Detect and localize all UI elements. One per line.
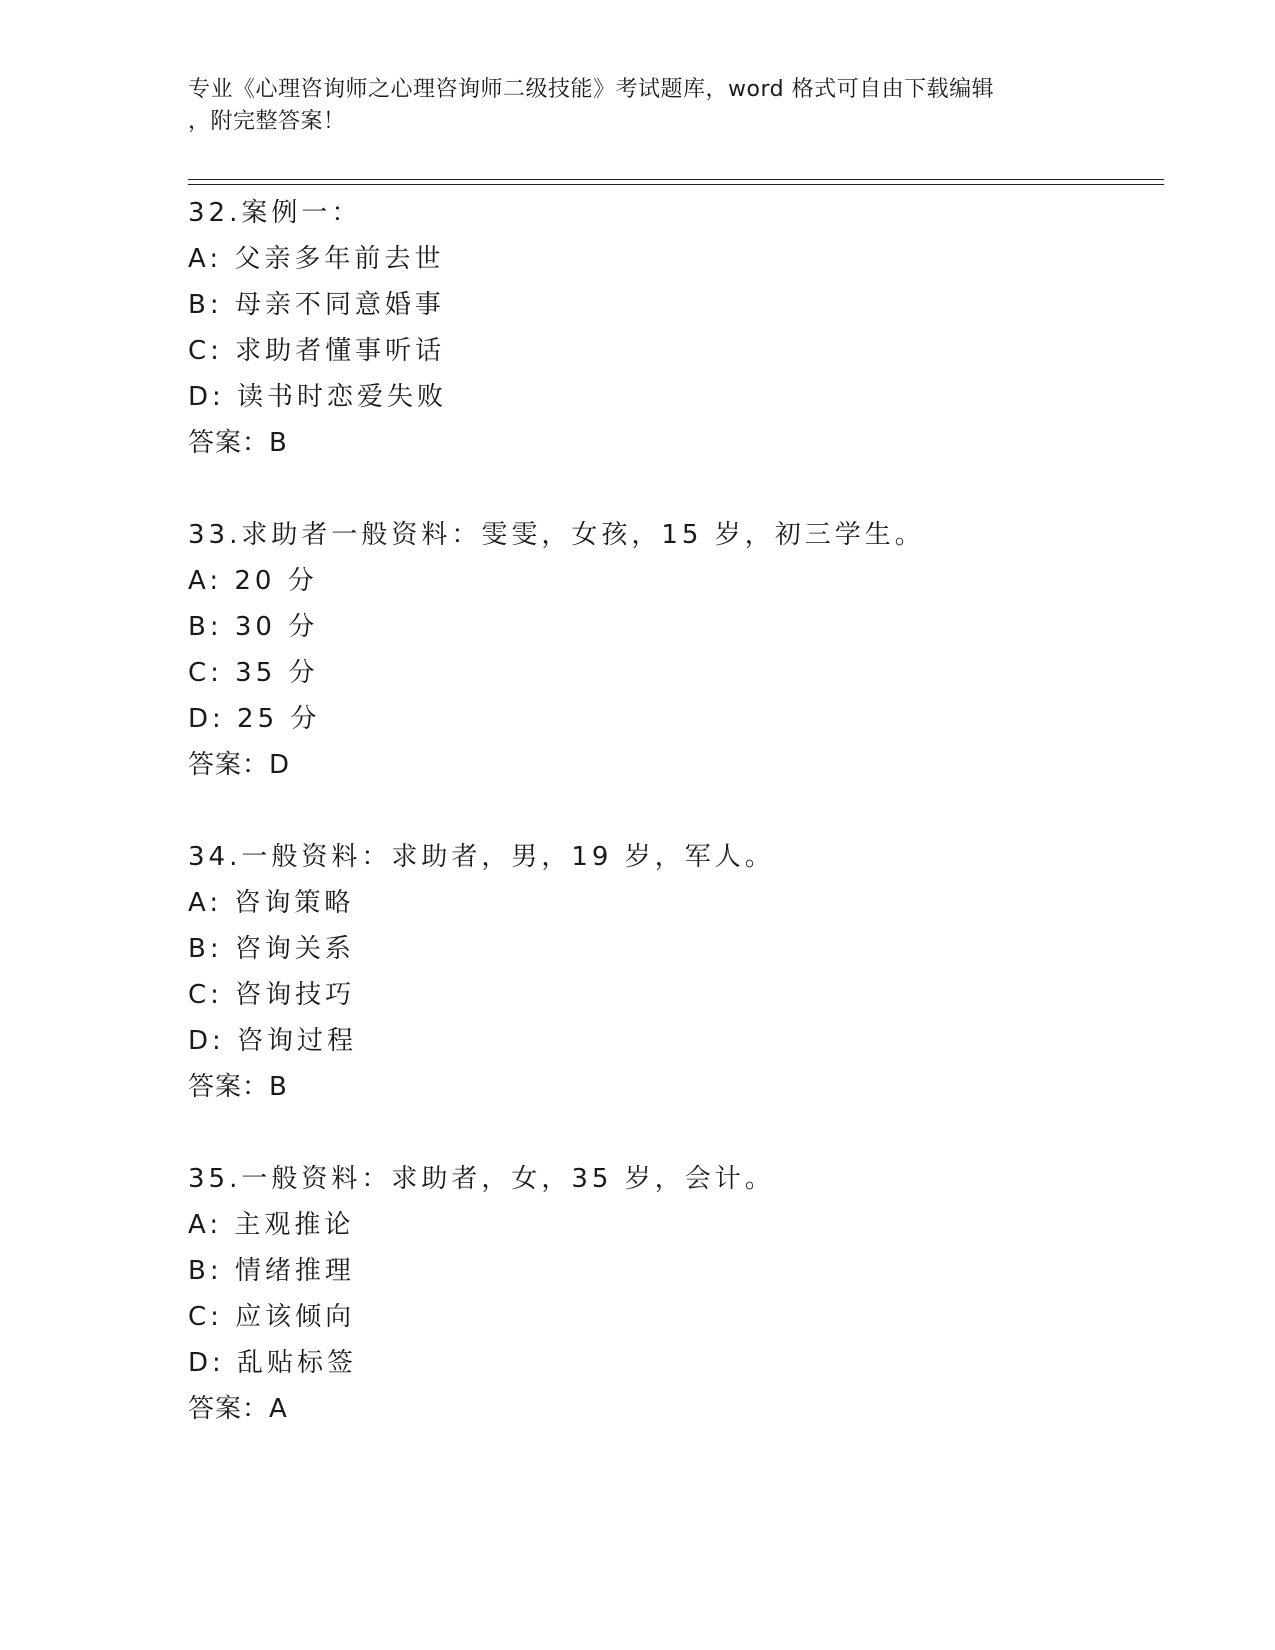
answer-line: 答案：A [188,1394,288,1424]
header-line-2: ，附完整答案！ [188,109,346,134]
option-b: B: 30 分 [188,612,319,642]
question-34 [188,834,1164,1110]
option-b: B: 情绪推理 [188,1256,355,1286]
answer-line: 答案：B [188,428,288,458]
option-c: C: 咨询技巧 [188,980,356,1010]
answer-line: 答案：D [188,750,291,780]
question-33 [188,512,1164,788]
question-32 [188,190,1164,466]
header-divider-top [188,179,1164,180]
question-list [188,190,1164,1478]
option-b: B: 咨询关系 [188,934,355,964]
option-a: A: 20 分 [188,566,318,596]
question-stem: 34.一般资料：求助者，男，19 岁，军人。 [188,842,775,872]
option-a: A: 主观推论 [188,1210,355,1240]
question-stem: 35.一般资料：求助者，女，35 岁，会计。 [188,1164,775,1194]
option-d: D: 乱贴标签 [188,1348,358,1378]
option-d: D: 咨询过程 [188,1026,358,1056]
option-c: C: 应该倾向 [188,1302,356,1332]
header-divider-bottom [188,184,1164,185]
question-stem: 32.案例一： [188,198,362,228]
option-d: D: 25 分 [188,704,321,734]
answer-line: 答案：B [188,1072,288,1102]
question-stem: 33.求助者一般资料：雯雯，女孩，15 岁，初三学生。 [188,520,925,550]
header-line-1: 专业《心理咨询师之心理咨询师二级技能》考试题库，word 格式可自由下载编辑 [188,77,995,102]
option-c: C: 35 分 [188,658,319,688]
document-header [188,74,1088,138]
option-a: A: 咨询策略 [188,888,355,918]
option-a: A: 父亲多年前去世 [188,244,445,274]
option-b: B: 母亲不同意婚事 [188,290,445,320]
option-d: D: 读书时恋爱失败 [188,382,448,412]
option-c: C: 求助者懂事听话 [188,336,446,366]
question-35 [188,1156,1164,1432]
